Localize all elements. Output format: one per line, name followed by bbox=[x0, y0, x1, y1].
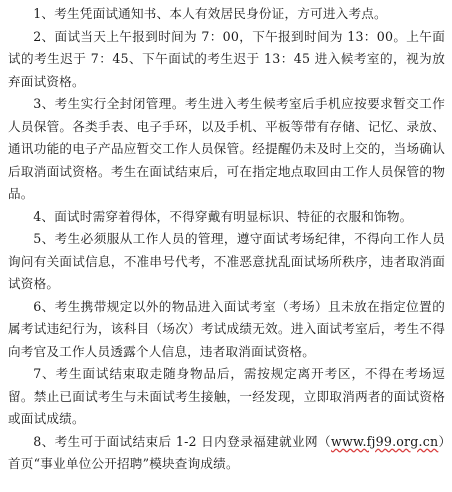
notice-item-5: 5、考生必须服从工作人员的管理，遵守面试考场纪律，不得向工作人员询问有关面试信息，不准串号代考，不准恶意扰乱面试场所秩序，违者取消面试资格。 bbox=[8, 231, 445, 291]
notice-item-6: 6、考生携带规定以外的物品进入面试考室（考场）且未放在指定位置的属考试违纪行为，该科目（场次）考试成绩无效。进入面试考室后，考生不得向考官及工作人员透露个人信息，违者取消面试资格。 bbox=[8, 298, 445, 359]
notice-item-8-after: ）首页“事业单位公开招聘”模块查询成绩。 bbox=[8, 433, 446, 471]
notice-item-2: 2、面试当天上午报到时间为 7：00，下午报到时间为 13：00。上午面试的考生迟于 7：45、下午面试的考生迟于 13：45 进入候考室的，视为放弃面试资格。 bbox=[8, 28, 445, 89]
notice-item-1: 1、考生凭面试通知书、本人有效居民身份证，方可进入考点。 bbox=[33, 6, 387, 21]
employment-site-url: www.fj99.org.cn bbox=[331, 433, 439, 449]
notice-item-8 bbox=[8, 431, 445, 476]
notice-item-3: 3、考生实行全封闭管理。考生进入考生候考室后手机应按要求暂交工作人员保管。各类手表、电子手环，以及手机、平板等带有存储、记忆、录放、通讯功能的电子产品应暂交工作人员保管。经提醒仍未及时上交的，当场确认后取消面试资格。考生在面试结束后，可在指定地点取回由工作人员保管的物品。 bbox=[8, 96, 445, 201]
notice-item-4: 4、面试时需穿着得体，不得穿戴有明显标识、特征的衣服和饰物。 bbox=[33, 208, 413, 224]
notice-item-8-before: 8、考生可于面试结束后 1-2 日内登录福建就业网（ bbox=[33, 433, 332, 449]
notice-item-7: 7、考生面试结束取走随身物品后，需按规定离开考区，不得在考场逗留。禁止已面试考生与未面试考生接触，一经发现，立即取消两者的面试资格或面试成绩。 bbox=[8, 366, 445, 426]
